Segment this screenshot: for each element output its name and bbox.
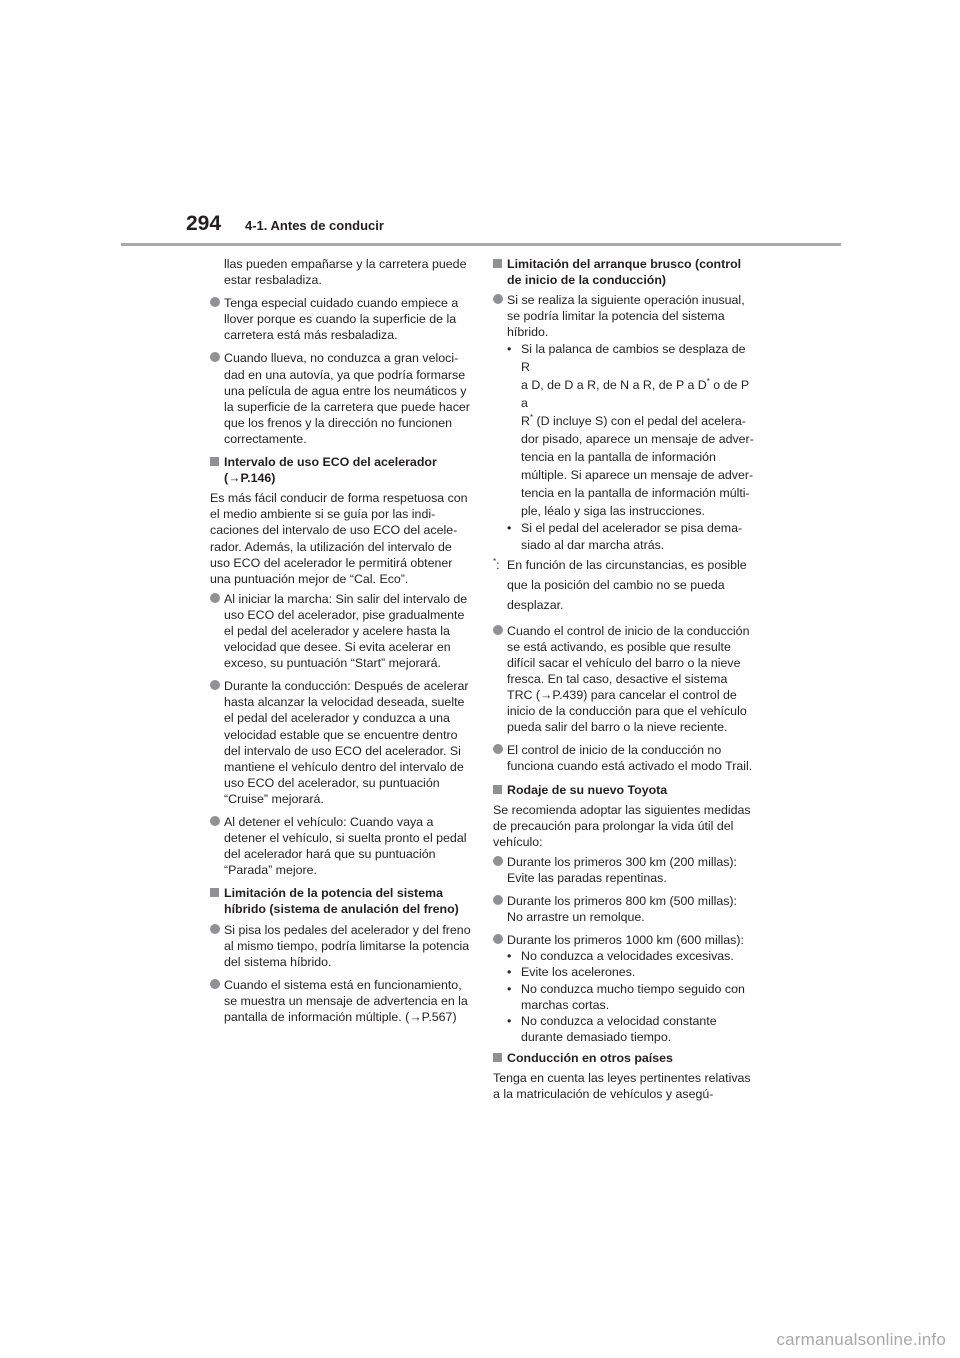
bullet-warning <box>210 977 472 1025</box>
heading-text: Limitación del arranque brusco (control de inicio de la conducción) <box>507 257 742 288</box>
bullet-dot-icon <box>210 979 220 989</box>
dash-text: Si el pedal del acelerador se pisa demasiado al dar marcha atrás. <box>521 521 743 552</box>
dash-marker: • <box>507 342 512 357</box>
heading-text: Rodaje de su nuevo Toyota <box>507 782 668 797</box>
dash-text: Evite los acelerones. <box>521 965 636 980</box>
bullet-rain <box>210 295 472 343</box>
dash-item-constant <box>493 1013 755 1045</box>
bullet-text: Tenga especial cuidado cuando empiece a llover porque es cuando la superficie de la carretera está más resbaladiza. <box>224 296 459 343</box>
asterisk-mark: * <box>493 556 497 566</box>
dash-text: Si la palanca de cambios se desplaza de R <box>521 342 746 375</box>
bullet-pedals <box>210 922 472 970</box>
dash-marker: • <box>507 521 512 536</box>
bullet-text: Si se realiza la siguiente operación inusual, se podría limitar la potencia del sistema híbrido. <box>507 293 745 340</box>
dash-text: No conduzca a velocidad constante durante demasiado tiempo. <box>521 1013 717 1044</box>
paragraph-eco: Es más fácil conducir de forma respetuosa con el medio ambiente si se guía por las indicaciones del intervalo de uso ECO del acelerador. Además, la utilización del intervalo de uso ECO del acelerador le permitirá obtener una puntuación mejor de “Cal. Eco”. <box>210 491 468 586</box>
heading-text: Limitación de la potencia del sistema híbrido (sistema de anulación del freno) <box>224 886 459 917</box>
footnote-colon: : <box>496 557 500 572</box>
bullet-highway <box>210 350 472 447</box>
bullet-trail <box>493 742 755 774</box>
heading-square-icon <box>493 1053 502 1062</box>
paragraph-other-countries: Tenga en cuenta las leyes pertinentes relativas a la matriculación de vehículos y asegú- <box>493 1071 751 1102</box>
continued-text: llas pueden empañarse y la carretera puede estar resbaladiza. <box>224 257 467 288</box>
heading-break-in <box>493 782 755 798</box>
dash-item-accel <box>493 964 755 980</box>
dash-item-gears <box>493 981 755 1013</box>
watermark: carmanualsonline.info <box>776 1330 946 1349</box>
bullet-text: Cuando el sistema está en funcionamiento, se muestra un mensaje de advertencia en la pantalla de información múltiple. (→P.567) <box>224 977 468 1025</box>
paragraph-break-in: Se recomienda adoptar las siguientes medidas de precaución para prolongar la vida útil del vehículo: <box>493 802 751 849</box>
footnote-text: En función de las circunstancias, es posible que la posición del cambio no se pueda desplazar. <box>507 557 747 612</box>
bullet-text: Durante los primeros 1000 km (600 millas): <box>507 933 744 948</box>
heading-square-icon <box>493 259 502 268</box>
dash-item-shift <box>493 340 755 520</box>
section-title: 4-1. Antes de conducir <box>245 218 384 233</box>
bullet-300km <box>493 854 755 886</box>
bullet-start <box>210 591 472 671</box>
bullet-text: Durante la conducción: Después de acelerar hasta alcanzar la velocidad deseada, suelte el pedal del acelerador y conduzca a una velocidad estable que se encuentre dentro del intervalo de uso ECO del acelerador. Si mantiene el vehículo dentro del intervalo de uso ECO del acelerador, su puntuación “Cruise” mejorará. <box>224 679 469 806</box>
bullet-text: Durante los primeros 300 km (200 millas): Evite las paradas repentinas. <box>507 854 737 885</box>
heading-text: Intervalo de uso ECO del acelerador (→P.146) <box>224 455 437 486</box>
heading-other-countries <box>493 1050 755 1066</box>
bullet-800km <box>493 893 755 925</box>
bullet-dot-icon <box>493 294 503 304</box>
bullet-stop <box>210 814 472 878</box>
left-column <box>210 256 472 1032</box>
right-column <box>493 256 755 1106</box>
heading-square-icon <box>210 888 219 897</box>
bullet-text: Al detener el vehículo: Cuando vaya a detener el vehículo, si suelta pronto el pedal del acelerador hará que su puntuación “Parada” mejore. <box>224 815 467 878</box>
bullet-dot-icon <box>493 625 503 635</box>
bullet-dot-icon <box>210 816 220 826</box>
heading-abrupt-start <box>493 256 755 288</box>
bullet-dot-icon <box>210 924 220 934</box>
bullet-dot-icon <box>210 297 220 307</box>
bullet-text: Durante los primeros 800 km (500 millas): No arrastre un remolque. <box>507 894 737 925</box>
bullet-text: Si pisa los pedales del acelerador y del freno al mismo tiempo, podría limitarse la potencia del sistema híbrido. <box>224 922 471 969</box>
page-number: 294 <box>186 212 222 235</box>
bullet-dot-icon <box>493 934 503 944</box>
bullet-unusual <box>493 292 755 340</box>
bullet-dot-icon <box>210 680 220 690</box>
bullet-text: Cuando el control de inicio de la conducción se está activando, es posible que resulte difícil sacar el vehículo del barro o la nieve fresca. En tal caso, desactive el sistema TRC (→P.439) para cancelar el control de inicio de la conducción para que el vehículo pueda salir del barro o la nieve reciente. <box>507 623 750 735</box>
bullet-dot-icon <box>493 895 503 905</box>
dash-text: (D incluye S) con el pedal del acelerador pisado, aparece un mensaje de advertencia en la pantalla de información múltiple. Si aparece un mensaje de advertencia en la pantalla de información múltiple, léalo y siga las instrucciones. <box>521 414 754 519</box>
bullet-dot-icon <box>493 856 503 866</box>
bullet-cruise <box>210 678 472 807</box>
asterisk-mark: * <box>706 377 710 387</box>
heading-eco <box>210 454 472 486</box>
footnote <box>493 555 755 615</box>
header-rule <box>121 243 841 246</box>
bullet-text: Al iniciar la marcha: Sin salir del intervalo de uso ECO del acelerador, pise gradualmente el pedal del acelerador y acelere hasta la velocidad que desee. Si evita acelerar en exceso, su puntuación “Start” mejorará. <box>224 591 468 671</box>
dash-marker: • <box>507 949 512 964</box>
dash-text: a D, de D a R, de N a R, de P a D <box>521 378 707 393</box>
dash-text: o de P a <box>521 378 749 411</box>
dash-item-reverse <box>493 520 755 552</box>
bullet-1000km <box>493 932 755 948</box>
asterisk-mark: * <box>529 413 534 423</box>
heading-square-icon <box>210 457 219 466</box>
dash-marker: • <box>507 1013 512 1028</box>
bullet-mud <box>493 623 755 736</box>
dash-text: No conduzca a velocidades excesivas. <box>521 949 734 964</box>
dash-text: No conduzca mucho tiempo seguido con marchas cortas. <box>521 981 745 1012</box>
bullet-text: Cuando llueva, no conduzca a gran velocidad en una autovía, ya que podría formarse una película de agua entre los neumáticos y la superficie de la carretera que puede hacer que los frenos y la dirección no funcionen correctamente. <box>224 351 470 446</box>
bullet-text: El control de inicio de la conducción no funciona cuando está activado el modo Trail. <box>507 743 753 774</box>
heading-power-limit <box>210 885 472 917</box>
dash-text: R <box>521 414 530 429</box>
heading-text: Conducción en otros países <box>507 1050 673 1065</box>
bullet-dot-icon <box>210 352 220 362</box>
dash-marker: • <box>507 981 512 996</box>
dash-item-speed <box>493 948 755 964</box>
footnote-marker <box>493 555 500 575</box>
dash-marker: • <box>507 965 512 980</box>
bullet-dot-icon <box>493 744 503 754</box>
bullet-dot-icon <box>210 593 220 603</box>
heading-square-icon <box>493 785 502 794</box>
